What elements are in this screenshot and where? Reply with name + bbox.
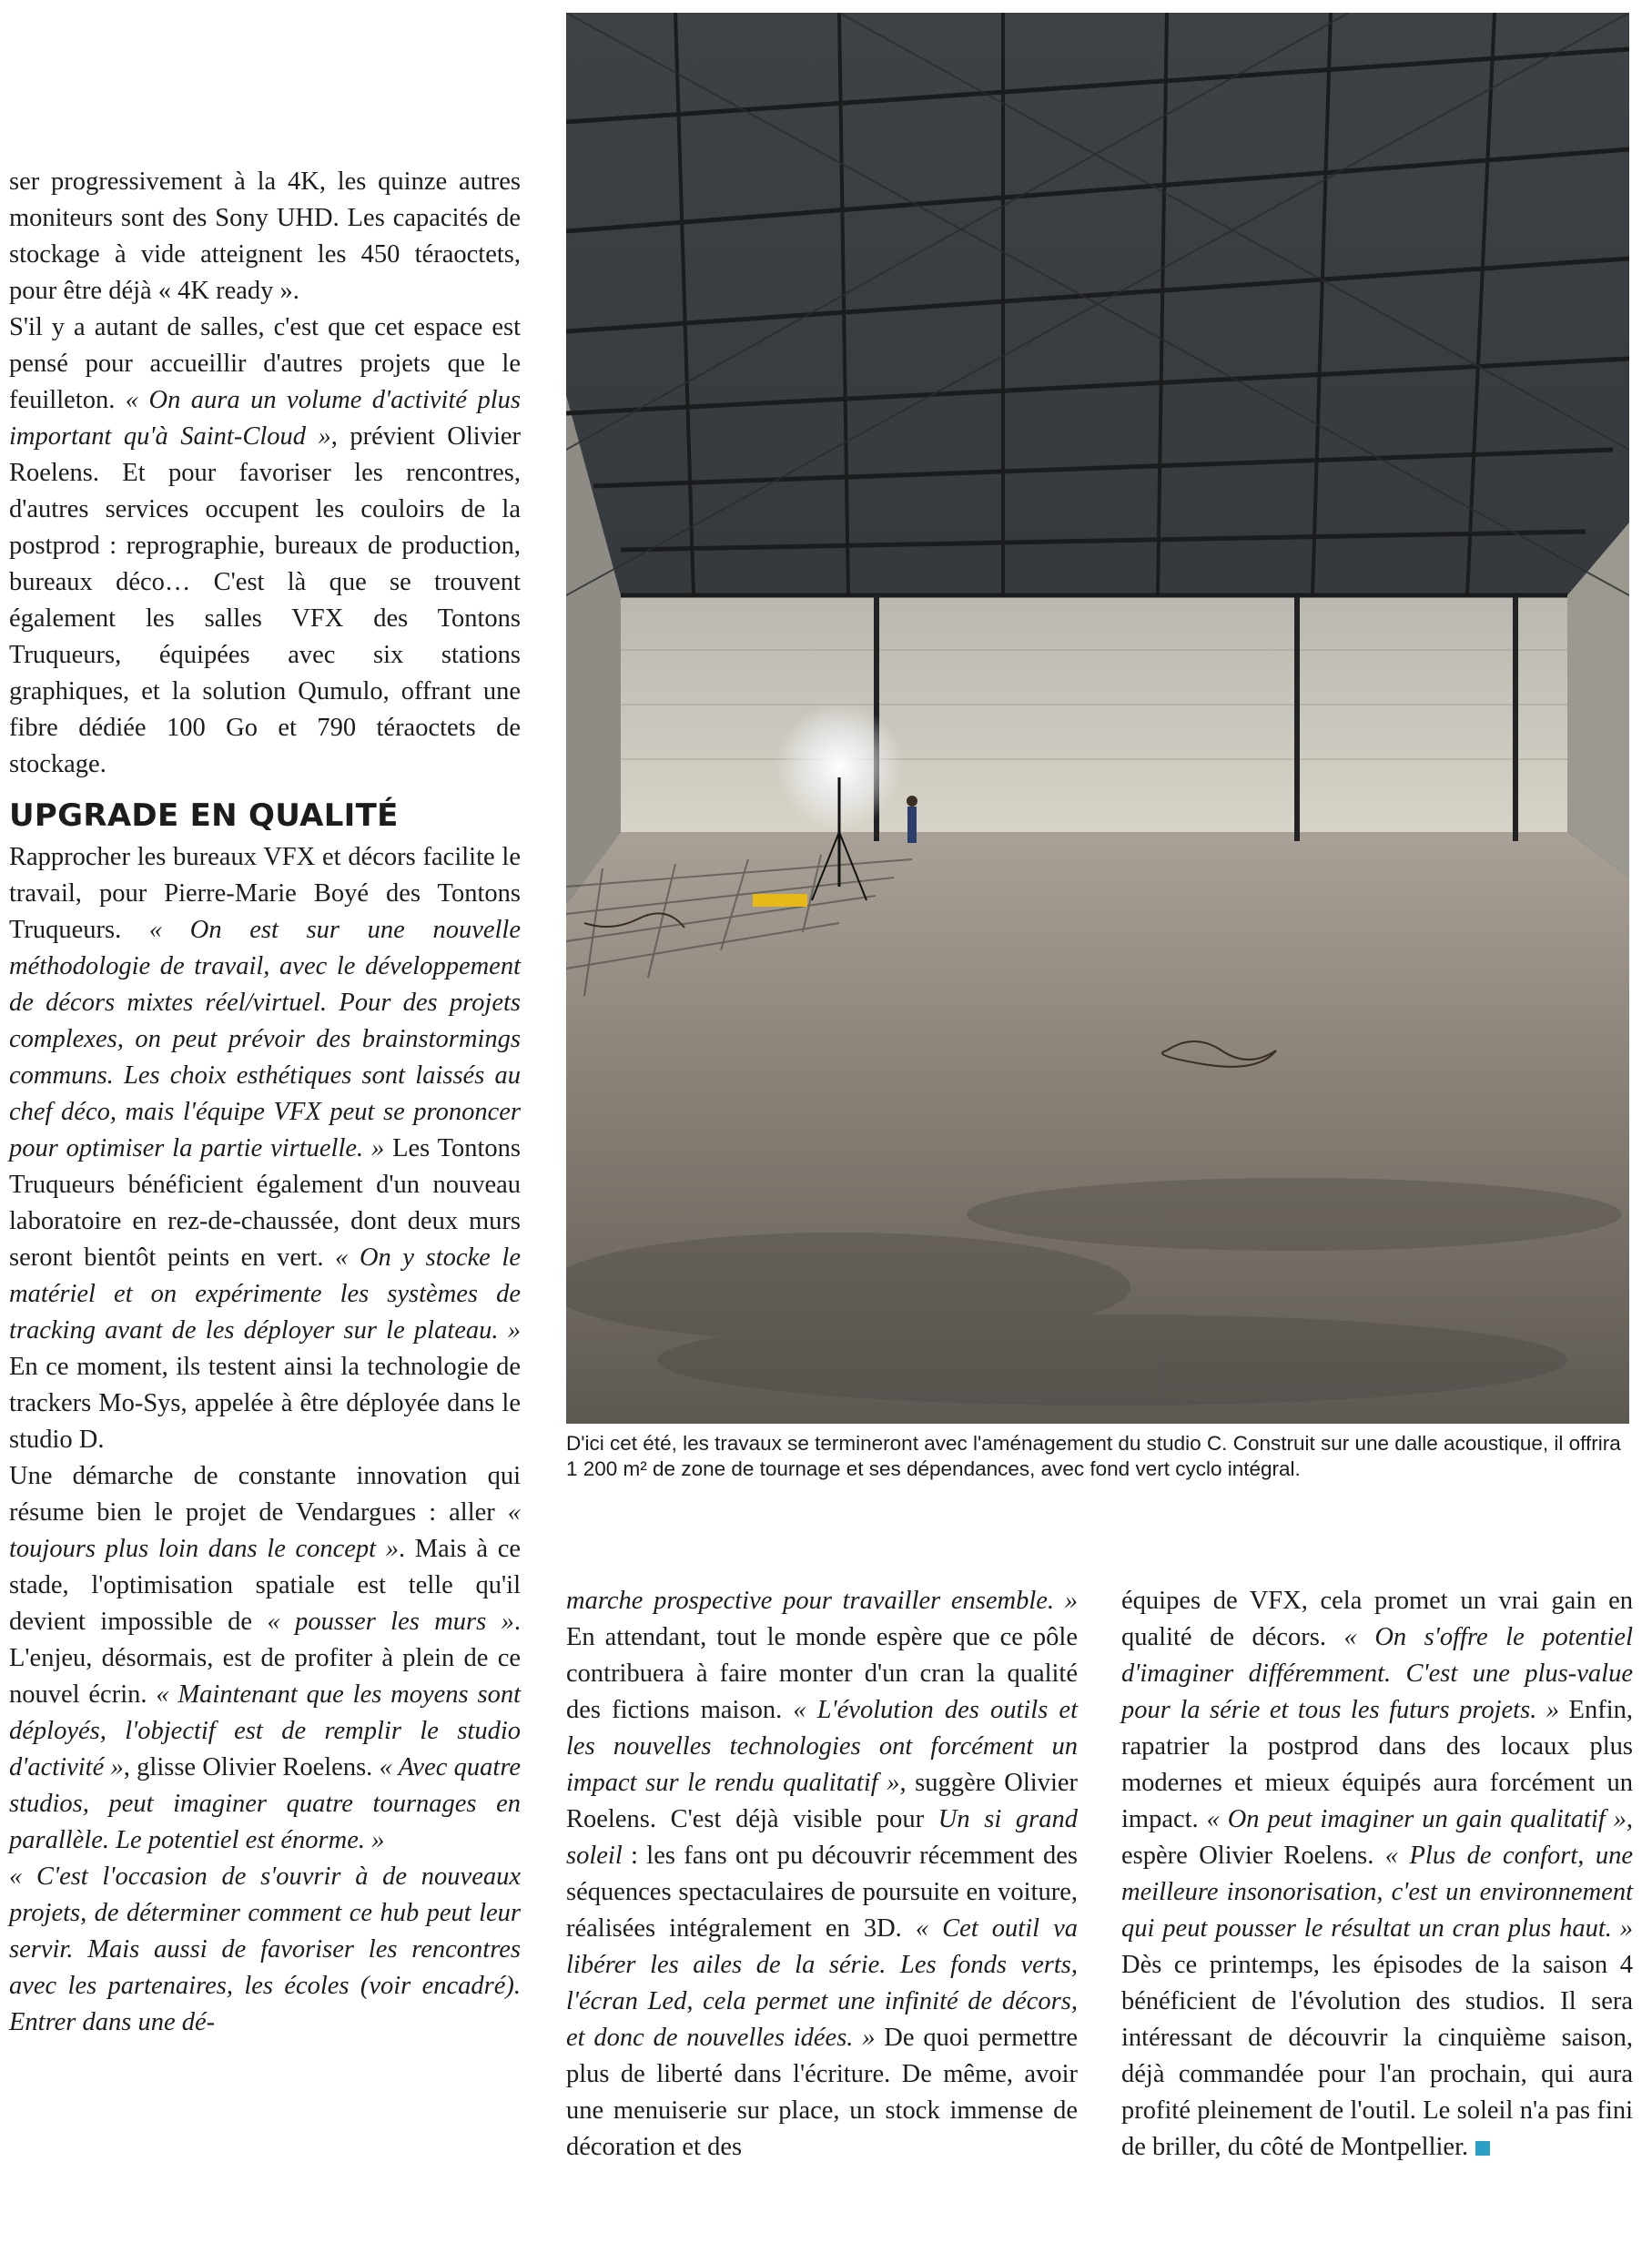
paragraph (1121, 1583, 1633, 2166)
paragraph-text: équipes de VFX, cela promet un vrai gain en qualité de décors. « On s'offre le potentiel d'imaginer différemment. C'est une plus-value pour la série et tous les futurs projets. » Enfin, rapatrier la postprod dans des locaux plus modernes et mieux équipés aura forcément un impact. « On peut imaginer un gain qualitatif », espère Olivier Roelens. « Plus de confort, une meilleure insonorisation, c'est un environnement qui peut pousser le résultat un cran plus haut. » Dès ce printemps, les épisodes de la saison 4 bénéficient de l'évolution des studios. Il sera intéressant de découvrir la cinquième saison, déjà commandée pour l'an prochain, qui aura profité pleinement de l'outil. Le soleil n'a pas fini de briller, du côté de Montpellier. (1121, 1587, 1634, 2161)
paragraph: marche prospective pour travailler ensemble. » En attendant, tout le monde espère que ce pôle contribuera à faire monter d'un cran la qualité des fictions maison. « L'évolution des outils et les nouvelles technologies ont forcément un impact sur le rendu qualitatif », suggère Olivier Roelens. C'est déjà visible pour Un si grand soleil : les fans ont pu découvrir récemment des séquences spectaculaires de poursuite en voiture, réalisées intégralement en 3D. « Cet outil va libérer les ailes de la série. Les fonds verts, l'écran Led, cela permet une infinité de décors, et donc de nouvelles idées. » De quoi permettre plus de liberté dans l'écriture. De même, avoir une menuiserie sur place, un stock immense de décoration et des (566, 1587, 1079, 2161)
caption-text: D'ici cet été, les travaux se termineront avec l'aménagement du studio C. Construit sur une dalle acoustique, il offrira 1 200 m² de zone de tournage et ses dépendances, avec fond vert cyclo intégral. (566, 1432, 1621, 1480)
paragraph: S'il y a autant de salles, c'est que cet espace est pensé pour accueillir d'autres projets que le feuilleton. « On aura un volume d'activité plus important qu'à Saint-Cloud », prévient Olivier Roelens. Et pour favoriser les rencontres, d'autres services occupent les couloirs de la postprod : reprographie, bureaux de production, bureaux déco… C'est là que se trouvent également les salles VFX des Tontons Truqueurs, équipées avec six stations graphiques, et la solution Qumulo, offrant une fibre dédiée 100 Go et 790 téraoctets de stockage. (9, 313, 522, 778)
article-column-right (1121, 1583, 1633, 2166)
end-of-article-square-icon (1475, 2141, 1490, 2156)
paragraph: Rapprocher les bureaux VFX et décors facilite le travail, pour Pierre-Marie Boyé des Tontons Truqueurs. « On est sur une nouvelle méthodologie de travail, avec le développement de décors mixtes réel/virtuel. Pour des projets complexes, on peut prévoir des brainstormings communs. Les choix esthétiques sont laissés au chef déco, mais l'équipe VFX peut se prononcer pour optimiser la partie virtuelle. » Les Tontons Truqueurs bénéficient également d'un nouveau laboratoire en rez-de-chaussée, dont deux murs seront bientôt peints en vert. « On y stocke le matériel et on expérimente les systèmes de tracking avant de les déployer sur le plateau. » En ce moment, ils testent ainsi la technologie de trackers Mo-Sys, appelée à être déployée dans le studio D. (9, 843, 521, 1454)
construction-site-photo (566, 13, 1629, 1424)
paragraph: ser progressivement à la 4K, les quinze autres moniteurs sont des Sony UHD. Les capacités de stockage à vide atteignent les 450 téraoctets, pour être déjà « 4K ready ». (9, 167, 521, 305)
photo-caption (566, 1431, 1629, 1482)
article-column-left (9, 164, 521, 2041)
section-heading: UPGRADE EN QUALITÉ (9, 797, 399, 834)
paragraph: « C'est l'occasion de s'ouvrir à de nouveaux projets, de déterminer comment ce hub peut leur servir. Mais aussi de favoriser les rencontres avec les partenaires, les écoles (voir encadré). Entrer dans une dé- (9, 1862, 521, 2036)
paragraph: Une démarche de constante innovation qui résume bien le projet de Vendargues : aller « toujours plus loin dans le concept ». Mais à ce stade, l'optimisation spatiale est telle qu'il devient impossible de « pousser les murs ». L'enjeu, désormais, est de profiter à plein de ce nouvel écrin. « Maintenant que les moyens sont déployés, l'objectif est de remplir le studio d'activité », glisse Olivier Roelens. « Avec quatre studios, peut imaginer quatre tournages en parallèle. Le potentiel est énorme. » (9, 1462, 522, 1854)
article-column-middle (566, 1583, 1078, 2166)
studio-warehouse-illustration (566, 13, 1629, 1424)
